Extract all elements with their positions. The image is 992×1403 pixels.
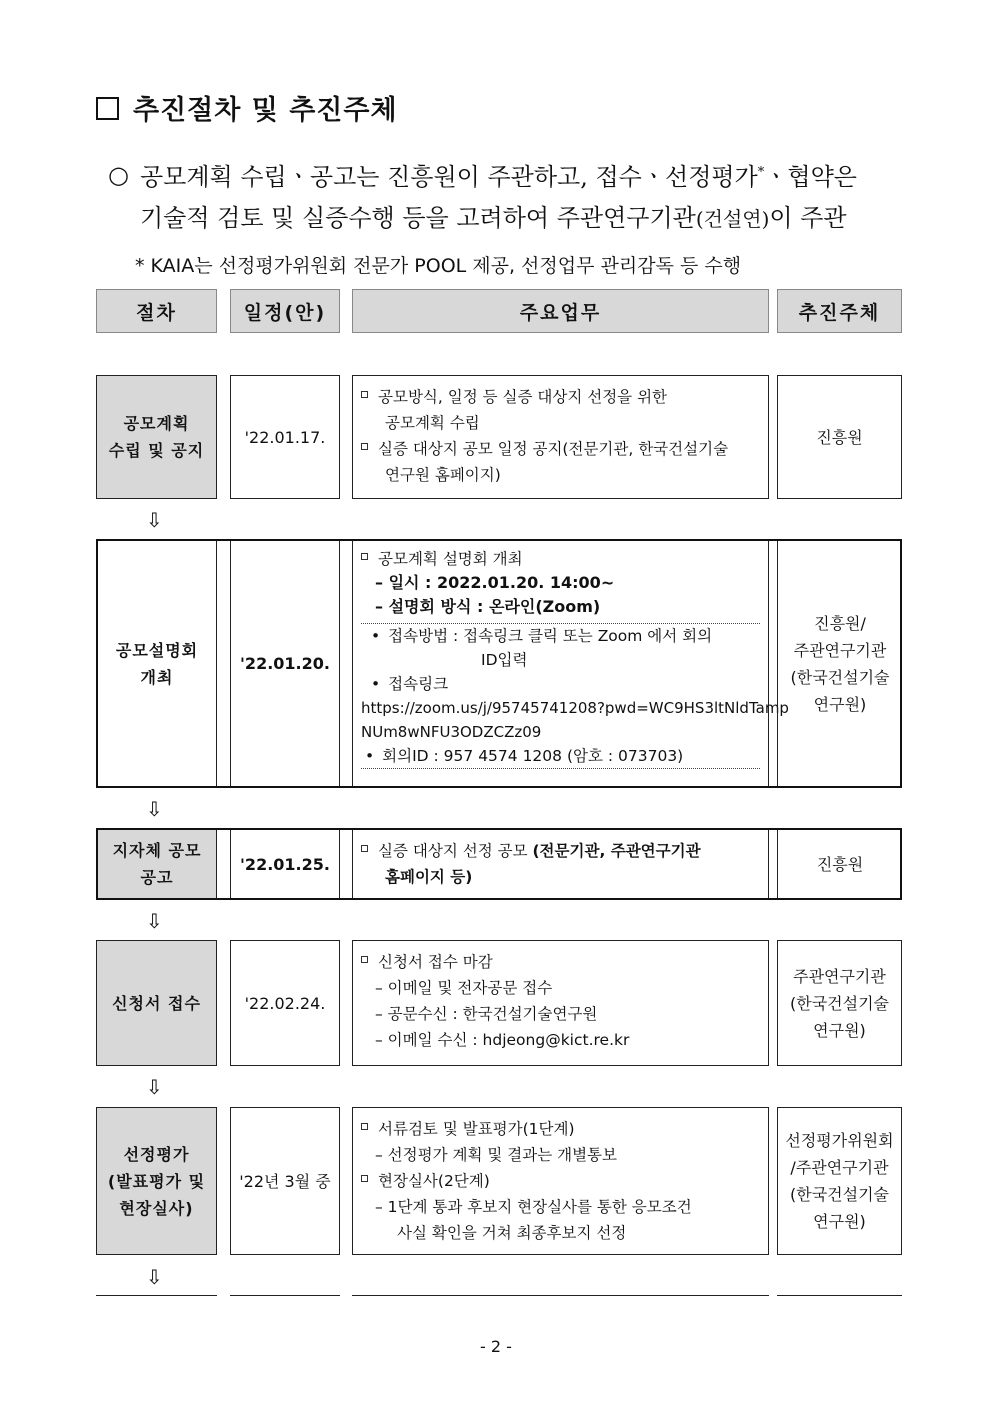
footnote: * KAIA는 선정평가위원회 전문가 POOL 제공, 선정업무 관리감독 등 수행 [135,255,742,277]
header-owner: 추진주체 [777,289,902,333]
intro-bullet: ○ [108,161,129,189]
intro-line-2: 기술적 검토 및 실증수행 등을 고려하여 주관연구기관(건설연)이 주관 [140,204,847,232]
bullet-dot-icon: • [365,747,375,765]
down-arrow-icon: ⇩ [146,909,163,933]
zoom-link[interactable]: https://zoom.us/j/95745741208?pwd=WC9HS3ltNldTamp [361,699,789,717]
bullet-dot-icon: • [371,627,381,645]
row-date: '22.01.20. [230,541,340,786]
divider [777,1295,902,1296]
row-step: 공모계획 수립 및 공지 [96,375,217,499]
square-bullet-icon [361,1123,368,1130]
square-bullet-icon [361,391,368,398]
row-owner: 진흥원 [777,830,902,898]
row-date: '22년 3월 중 [230,1107,340,1255]
row-date: '22.01.17. [230,375,340,499]
bullet-dot-icon: • [371,675,381,693]
row-owner: 선정평가위원회 /주관연구기관 (한국건설기술 연구원) [777,1107,902,1255]
header-date: 일정(안) [230,289,340,333]
down-arrow-icon: ⇩ [146,797,163,821]
square-bullet-icon [361,553,368,560]
checkbox-square-icon [96,97,119,120]
row-owner: 주관연구기관 (한국건설기술 연구원) [777,940,902,1066]
down-arrow-icon: ⇩ [146,1075,163,1099]
row-step: 공모설명회 개최 [98,541,217,786]
header-step: 절차 [96,289,217,333]
row-task: 신청서 접수 마감 – 이메일 및 전자공문 접수 – 공문수신 : 한국건설기술연구원 – 이메일 수신 : hdjeong@kict.re.kr [352,940,769,1066]
square-bullet-icon [361,1175,368,1182]
page-number: - 2 - [480,1337,512,1356]
divider [352,1295,769,1296]
divider [96,1295,217,1296]
row-task: 공모방식, 일정 등 실증 대상지 선정을 위한 공모계획 수립 실증 대상지 공모 일정 공지(전문기관, 한국건설기술 연구원 홈페이지) [352,375,769,499]
page-title: 추진절차 및 추진주체 [96,88,398,127]
down-arrow-icon: ⇩ [146,508,163,532]
square-bullet-icon [361,845,368,852]
row-step: 선정평가 (발표평가 및 현장실사) [96,1107,217,1255]
square-bullet-icon [361,443,368,450]
row-task: 공모계획 설명회 개최 – 일시 : 2022.01.20. 14:00~ – 설명회 방식 : 온라인(Zoom) • 접속방법 : 접속링크 클릭 또는 Zoom 에서 회의 ID입력 • 접속링크 https://zoom.us/j/95745741208?pwd=WC9HS3ltNldTamp NUm8wNFU3ODZCZz09 • 회의ID : 957 4574 1208 (암호 : 073703) [352,541,769,786]
row-owner: 진흥원/ 주관연구기관 (한국건설기술 연구원) [777,541,902,786]
divider [230,1295,340,1296]
row-step: 신청서 접수 [96,940,217,1066]
row-step: 지자체 공모 공고 [98,830,217,898]
intro-line-1: 공모계획 수립ㆍ공고는 진흥원이 주관하고, 접수ㆍ선정평가*ㆍ협약은 [140,163,857,191]
row-task: 실증 대상지 선정 공모 (전문기관, 주관연구기관 홈페이지 등) [352,830,769,898]
row-task: 서류검토 및 발표평가(1단계) – 선정평가 계획 및 결과는 개별통보 현장실사(2단계) – 1단계 통과 후보지 현장실사를 통한 응모조건 사실 확인을 거쳐 최종후보지 선정 [352,1107,769,1255]
row-date: '22.01.25. [230,830,340,898]
square-bullet-icon [361,956,368,963]
row-owner: 진흥원 [777,375,902,499]
header-task: 주요업무 [352,289,769,333]
row-date: '22.02.24. [230,940,340,1066]
zoom-link-cont[interactable]: NUm8wNFU3ODZCZz09 [361,723,542,741]
down-arrow-icon: ⇩ [146,1265,163,1289]
